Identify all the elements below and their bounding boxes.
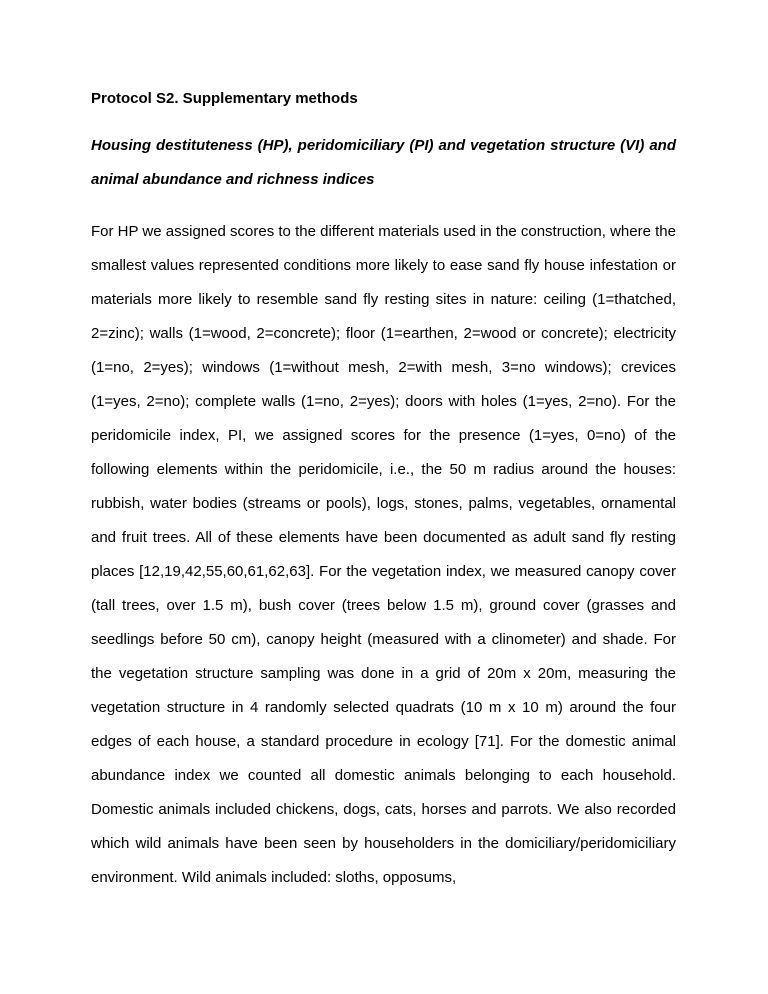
document-title: Protocol S2. Supplementary methods [91, 90, 358, 107]
document-body [91, 88, 676, 895]
body-paragraph: For HP we assigned scores to the different materials used in the construction, where the smallest values represented conditions more likely to ease sand fly house infestation or materials more likely to resemble sand fly resting sites in nature: ceiling (1=thatched, 2=zinc); walls (1=wood, 2=concrete); floor (1=earthen, 2=wood or concrete); electricity (1=no, 2=yes); windows (1=without mesh, 2=with mesh, 3=no windows); crevices (1=yes, 2=no); complete walls (1=no, 2=yes); doors with holes (1=yes, 2=no). For the peridomicile index, PI, we assigned scores for the presence (1=yes, 0=no) of the following elements within the peridomicile, i.e., the 50 m radius around the houses: rubbish, water bodies (streams or pools), logs, stones, palms, vegetables, ornamental and fruit trees. All of these elements have been documented as adult sand fly resting places [12,19,42,55,60,61,62,63]. For the vegetation index, we measured canopy cover (tall trees, over 1.5 m), bush cover (trees below 1.5 m), ground cover (grasses and seedlings before 50 cm), canopy height (measured with a clinometer) and shade. For the vegetation structure sampling was done in a grid of 20m x 20m, measuring the vegetation structure in 4 randomly selected quadrats (10 m x 10 m) around the four edges of each house, a standard procedure in ecology [71]. For the domestic animal abundance index we counted all domestic animals belonging to each household. Domestic animals included chickens, dogs, cats, horses and parrots. We also recorded which wild animals have been seen by householders in the domiciliary/peridomiciliary environment. Wild animals included: sloths, opposums, [91, 223, 676, 886]
section-heading: Housing destituteness (HP), peridomiciliary (PI) and vegetation structure (VI) and animal abundance and richness indices [91, 137, 676, 188]
